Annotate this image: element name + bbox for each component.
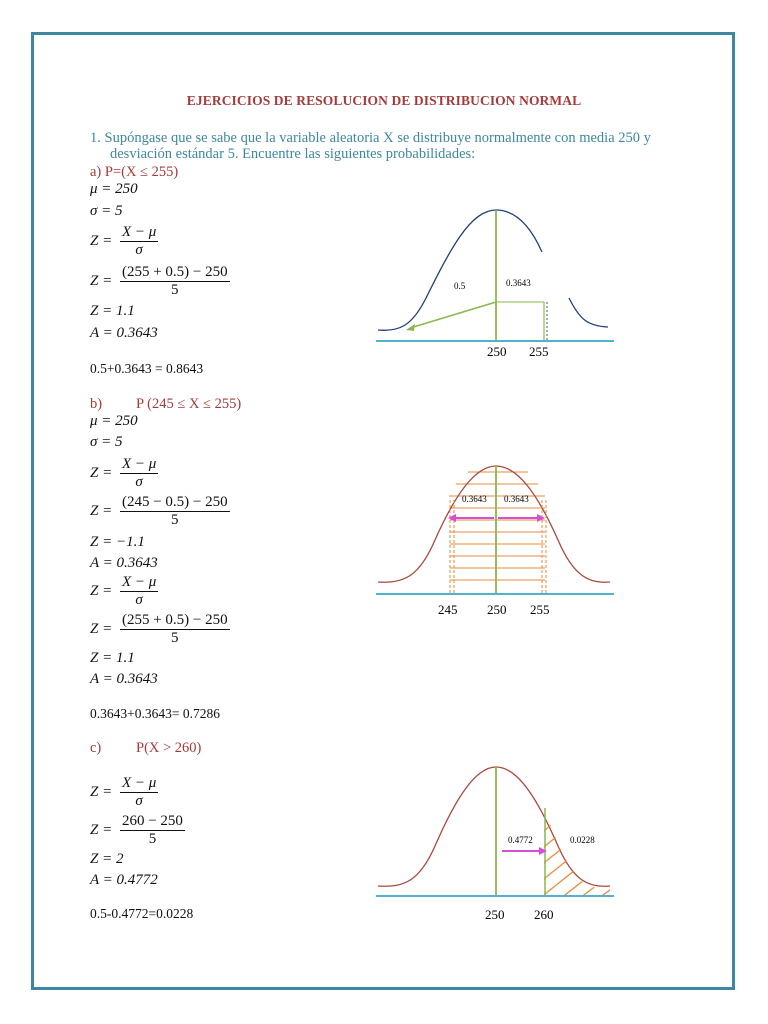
part-c-z-substitution [90,813,185,848]
part-b-sigma: σ = 5 [90,434,123,450]
part-b-z-value-1: Z = −1.1 [90,534,145,550]
curve-a-tail [569,298,608,327]
z-formula-numerator: X − μ [121,574,157,590]
part-a-graph [370,200,630,370]
z-sub1-numerator: (245 − 0.5) − 250 [121,494,228,510]
part-b-z-substitution-1 [90,494,230,529]
part-a-area: A = 0.3643 [90,325,158,341]
part-a-result: 0.5+0.3643 = 0.8643 [90,361,204,376]
z-formula-denominator: σ [135,474,143,490]
page-title: EJERCICIOS DE RESOLUCION DE DISTRIBUCION NORMAL [186,93,582,108]
z-lhs: Z = [90,502,113,519]
intro-line-2: desviación estándar 5. Encuentre las siguientes probabilidades: [110,146,476,162]
z-sub2-denominator: 5 [171,630,179,646]
z-lhs: Z = [90,582,113,599]
label-left-0-3643: 0.3643 [462,494,487,504]
part-c-prefix: c) [90,740,102,756]
part-c-label: P(X > 260) [136,740,202,756]
z-lhs: Z = [90,272,113,289]
z-sub2-numerator: (255 + 0.5) − 250 [121,612,228,628]
part-b-mu: μ = 250 [90,413,138,429]
z-sub-numerator: 260 − 250 [121,813,183,829]
label-0-5: 0.5 [454,281,466,291]
curve-c [378,767,610,886]
part-b-z-value-2: Z = 1.1 [90,650,135,666]
label-0-4772: 0.4772 [508,835,533,845]
part-a-z-substitution [90,264,230,299]
label-0-3643: 0.3643 [506,278,531,288]
intro-line-1: 1. Supóngase que se sabe que la variable aleatoria X se distribuye normalmente con media 250 y [90,130,651,146]
z-formula-denominator: σ [135,592,143,608]
z-sub-denominator: 5 [148,831,157,847]
part-b-result: 0.3643+0.3643= 0.7286 [90,706,220,721]
z-lhs: Z = [90,232,113,249]
z-lhs: Z = [90,620,113,637]
x-label-245: 245 [438,602,458,617]
right-arrow-head [537,514,545,522]
part-a-sigma: σ = 5 [90,203,123,219]
x-label-260: 260 [534,907,554,922]
part-b-label: P (245 ≤ X ≤ 255) [136,396,242,412]
part-c-z-formula [90,775,158,810]
part-b-area-1: A = 0.3643 [90,555,158,571]
part-b-z-formula-2 [90,574,158,609]
z-formula-denominator: σ [135,793,143,809]
z-formula-numerator: X − μ [121,456,157,472]
z-lhs: Z = [90,821,113,838]
x-label-250: 250 [485,907,505,922]
z-formula-numerator: X − μ [121,775,157,791]
part-a-z-value: Z = 1.1 [90,303,135,319]
z-sub-denominator: 5 [171,282,179,298]
left-arrow-head [448,514,456,522]
label-right-0-3643: 0.3643 [504,494,529,504]
label-0-0228: 0.0228 [570,835,595,845]
part-c-graph [370,762,630,928]
z-lhs: Z = [90,464,113,481]
z-sub-numerator: (255 + 0.5) − 250 [121,264,228,280]
part-a-label: a) P=(X ≤ 255) [90,164,179,180]
arrow-head [539,847,547,855]
part-b-z-substitution-2 [90,612,230,647]
part-b-z-formula-1 [90,456,158,491]
left-arrow-head [406,324,415,331]
part-b-graph [370,460,630,620]
left-arrow [410,302,496,328]
x-label-250: 250 [487,344,507,359]
part-b-area-2: A = 0.3643 [90,671,158,687]
part-c-area: A = 0.4772 [90,872,158,888]
curve-b [378,466,610,582]
x-label-250: 250 [487,602,507,617]
part-a-mu: μ = 250 [90,181,138,197]
z-lhs: Z = [90,783,113,800]
x-label-255: 255 [530,602,550,617]
part-c-z-value: Z = 2 [90,851,124,867]
z-formula-numerator: X − μ [121,224,157,240]
x-label-255: 255 [529,344,549,359]
z-formula-denominator: σ [135,242,143,258]
part-c-result: 0.5-0.4772=0.0228 [90,906,194,921]
tail-hatch [530,810,640,906]
z-sub1-denominator: 5 [171,512,179,528]
part-b-prefix: b) [90,396,103,412]
part-a-z-formula [90,224,158,259]
